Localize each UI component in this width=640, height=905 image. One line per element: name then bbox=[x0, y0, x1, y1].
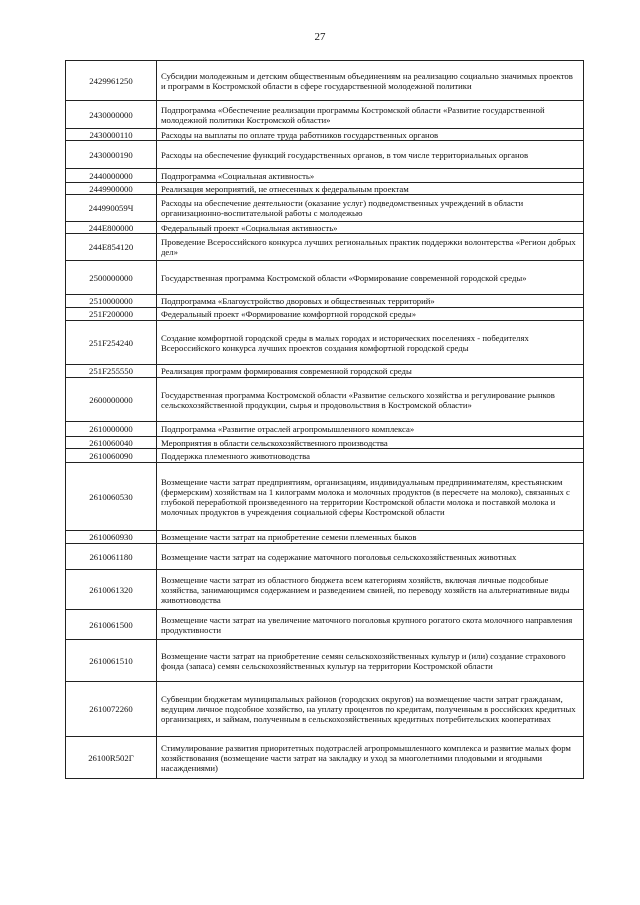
row-description: Подпрограмма «Обеспечение реализации программы Костромской области «Развитие государственной молодежной политики Костромской области» bbox=[157, 101, 584, 129]
row-code: 2610061320 bbox=[66, 570, 157, 610]
row-code: 244E854120 bbox=[66, 234, 157, 261]
row-description: Возмещение части затрат на приобретение семян сельскохозяйственных культур и (или) создание страхового фонда (запаса) семян сельскохозяйственных культур на территории Костромской области bbox=[157, 640, 584, 682]
table-row bbox=[66, 61, 584, 101]
row-code: 2510000000 bbox=[66, 295, 157, 308]
table-row bbox=[66, 308, 584, 321]
row-description: Возмещение части затрат из областного бюджета всем категориям хозяйств, включая личные подсобные хозяйства, занимающимся содержанием и разведением свиней, по переводу хозяйств на альтернативные виды животноводства bbox=[157, 570, 584, 610]
row-description: Субсидии молодежным и детским общественным объединениям на реализацию социально значимых проектов и программ в Костромской области в сфере государственной молодежной политики bbox=[157, 61, 584, 101]
row-code: 26100R502Г bbox=[66, 737, 157, 779]
row-code: 244990059Ч bbox=[66, 195, 157, 222]
table-row bbox=[66, 378, 584, 422]
row-code: 2500000000 bbox=[66, 261, 157, 295]
table-row bbox=[66, 169, 584, 183]
row-description: Расходы на обеспечение деятельности (оказание услуг) подведомственных учреждений в области организационно-воспитательной работы с молодежью bbox=[157, 195, 584, 222]
table-row bbox=[66, 449, 584, 463]
row-code: 2610060930 bbox=[66, 531, 157, 544]
row-code: 2449900000 bbox=[66, 183, 157, 195]
row-code: 2610072260 bbox=[66, 682, 157, 737]
row-description: Мероприятия в области сельскохозяйственного производства bbox=[157, 437, 584, 449]
table-row bbox=[66, 737, 584, 779]
row-description: Государственная программа Костромской области «Формирование современной городской среды» bbox=[157, 261, 584, 295]
row-description: Возмещение части затрат на приобретение семени племенных быков bbox=[157, 531, 584, 544]
table-row bbox=[66, 101, 584, 129]
table-row bbox=[66, 195, 584, 222]
row-description: Возмещение части затрат на увеличение маточного поголовья крупного рогатого скота молочного направления продуктивности bbox=[157, 610, 584, 640]
row-code: 2600000000 bbox=[66, 378, 157, 422]
row-description: Стимулирование развития приоритетных подотраслей агропромышленного комплекса и развитие малых форм хозяйствования (возмещение части затрат на закладку и уход за многолетними плодовыми и ягодными насаждениями) bbox=[157, 737, 584, 779]
row-code: 2610061500 bbox=[66, 610, 157, 640]
row-description: Поддержка племенного животноводства bbox=[157, 449, 584, 463]
row-code: 251F200000 bbox=[66, 308, 157, 321]
row-code: 2610061510 bbox=[66, 640, 157, 682]
table-row bbox=[66, 295, 584, 308]
table-row bbox=[66, 222, 584, 234]
row-code: 2440000000 bbox=[66, 169, 157, 183]
table-row bbox=[66, 321, 584, 365]
table-row bbox=[66, 234, 584, 261]
table-row bbox=[66, 129, 584, 141]
row-code: 251F254240 bbox=[66, 321, 157, 365]
row-description: Федеральный проект «Формирование комфортной городской среды» bbox=[157, 308, 584, 321]
row-description: Подпрограмма «Благоустройство дворовых и общественных территорий» bbox=[157, 295, 584, 308]
table-row bbox=[66, 437, 584, 449]
table-row bbox=[66, 610, 584, 640]
row-description: Субвенции бюджетам муниципальных районов (городских округов) на возмещение части затрат гражданам, ведущим личное подсобное хозяйство, на уплату процентов по кредитам, полученным в российских кредитных организациях, и займам, полученным в сельскохозяйственных кредитных потребительских кооперативах bbox=[157, 682, 584, 737]
table-row bbox=[66, 365, 584, 378]
row-code: 2430000190 bbox=[66, 141, 157, 169]
row-description: Расходы на обеспечение функций государственных органов, в том числе территориальных органов bbox=[157, 141, 584, 169]
row-code: 2610060040 bbox=[66, 437, 157, 449]
page-number: 27 bbox=[314, 31, 326, 43]
row-description: Государственная программа Костромской области «Развитие сельского хозяйства и регулирование рынков сельскохозяйственной продукции, сырья и продовольствия в Костромской области» bbox=[157, 378, 584, 422]
row-code: 2430000000 bbox=[66, 101, 157, 129]
row-description: Реализация мероприятий, не отнесенных к федеральным проектам bbox=[157, 183, 584, 195]
row-code: 2610060530 bbox=[66, 463, 157, 531]
row-code: 2610000000 bbox=[66, 422, 157, 437]
row-description: Реализация программ формирования современной городской среды bbox=[157, 365, 584, 378]
row-description: Подпрограмма «Социальная активность» bbox=[157, 169, 584, 183]
row-code: 2430000110 bbox=[66, 129, 157, 141]
row-code: 2610061180 bbox=[66, 544, 157, 570]
table-row bbox=[66, 531, 584, 544]
table-row bbox=[66, 183, 584, 195]
table-row bbox=[66, 261, 584, 295]
row-description: Создание комфортной городской среды в малых городах и исторических поселениях - победителях Всероссийского конкурса лучших проектов создания комфортной городской среды bbox=[157, 321, 584, 365]
table-row bbox=[66, 141, 584, 169]
row-description: Федеральный проект «Социальная активность» bbox=[157, 222, 584, 234]
table-row bbox=[66, 544, 584, 570]
row-code: 251F255550 bbox=[66, 365, 157, 378]
table-row bbox=[66, 422, 584, 437]
row-description: Возмещение части затрат предприятиям, организациям, индивидуальным предпринимателям, крестьянским (фермерским) хозяйствам на 1 килограмм молока и молочных продуктов (в пересчете на молоко), связанных с глубокой переработкой произведенного на территории Костромской области молока и поставкой молока и молочных продуктов в учреждения социальной сферы Костромской области bbox=[157, 463, 584, 531]
table-row bbox=[66, 570, 584, 610]
row-code: 2429961250 bbox=[66, 61, 157, 101]
table-row bbox=[66, 682, 584, 737]
row-description: Подпрограмма «Развитие отраслей агропромышленного комплекса» bbox=[157, 422, 584, 437]
row-description: Возмещение части затрат на содержание маточного поголовья сельскохозяйственных животных bbox=[157, 544, 584, 570]
row-code: 2610060090 bbox=[66, 449, 157, 463]
row-code: 244E800000 bbox=[66, 222, 157, 234]
row-description: Проведение Всероссийского конкурса лучших региональных практик поддержки волонтерства «Регион добрых дел» bbox=[157, 234, 584, 261]
row-description: Расходы на выплаты по оплате труда работников государственных органов bbox=[157, 129, 584, 141]
table-row bbox=[66, 640, 584, 682]
table-row bbox=[66, 463, 584, 531]
budget-classification-table bbox=[65, 60, 584, 779]
